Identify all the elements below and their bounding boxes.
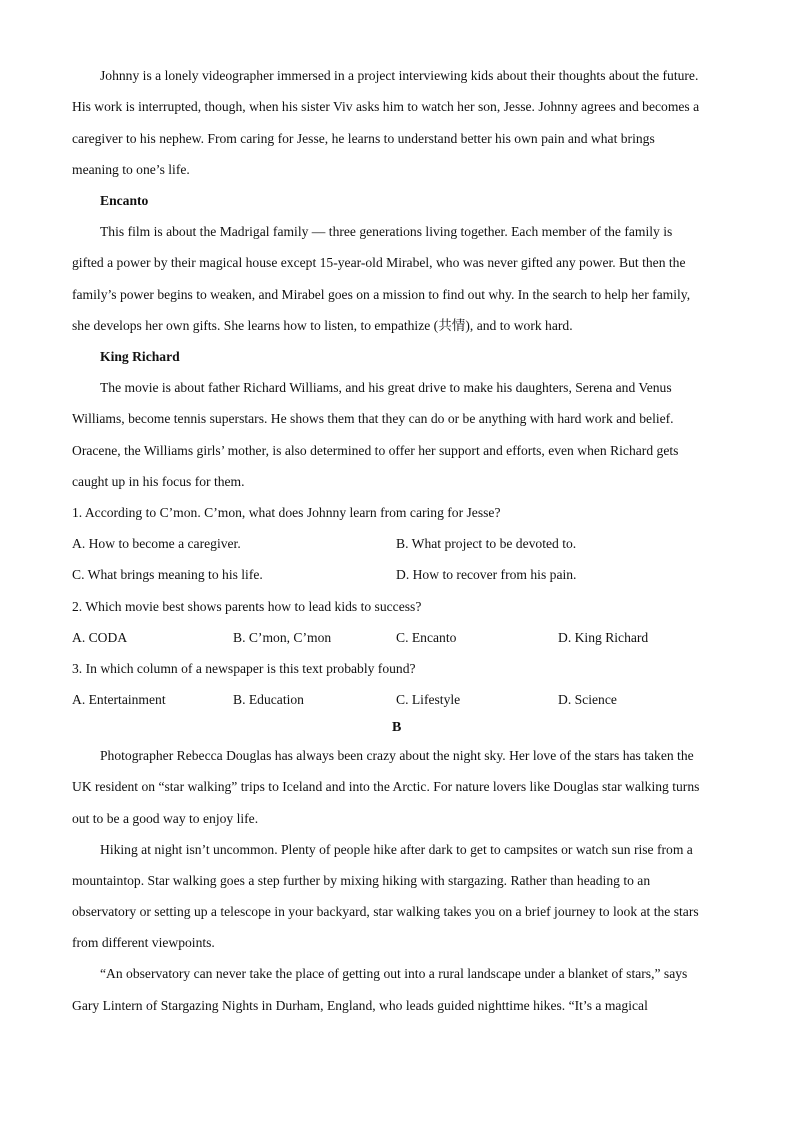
answer-option[interactable]: A. CODA	[72, 630, 128, 645]
paragraph-line: This film is about the Madrigal family — three generations living together. Each member of the family is	[100, 224, 673, 239]
paragraph-line: caught up in his focus for them.	[72, 474, 245, 489]
answer-option[interactable]: A. How to become a caregiver.	[72, 536, 241, 551]
paragraph-line: UK resident on “star walking” trips to Iceland and into the Arctic. For nature lovers like Douglas star walking turns	[72, 779, 700, 794]
answer-option[interactable]: C. Lifestyle	[396, 692, 461, 707]
paragraph-line: meaning to one’s life.	[72, 162, 190, 177]
answer-option[interactable]: D. Science	[558, 692, 617, 707]
paragraph-line: caregiver to his nephew. From caring for Jesse, he learns to understand better his own pain and what brings	[72, 131, 655, 146]
section-heading: B	[392, 720, 402, 735]
answer-option[interactable]: D. King Richard	[558, 630, 649, 645]
paragraph-line: family’s power begins to weaken, and Mirabel goes on a mission to find out why. In the search to help her family,	[72, 287, 691, 302]
question-stem: 2. Which movie best shows parents how to lead kids to success?	[72, 599, 422, 614]
paragraph-line: “An observatory can never take the place of getting out into a rural landscape under a blanket of stars,” says	[100, 966, 688, 981]
paragraph-line: from different viewpoints.	[72, 935, 215, 950]
paragraph-line: The movie is about father Richard Williams, and his great drive to make his daughters, Serena and Venus	[100, 380, 672, 395]
paragraph-line: His work is interrupted, though, when his sister Viv asks him to watch her son, Jesse. Johnny agrees and becomes a	[72, 99, 700, 114]
answer-option[interactable]: A. Entertainment	[72, 692, 166, 707]
movie-title-encanto: Encanto	[100, 193, 149, 208]
paragraph-line: mountaintop. Star walking goes a step further by mixing hiking with stargazing. Rather than heading to an	[72, 873, 651, 888]
paragraph-line: Photographer Rebecca Douglas has always been crazy about the night sky. Her love of the stars has taken the	[100, 748, 694, 763]
paragraph-line: out to be a good way to enjoy life.	[72, 811, 259, 826]
answer-option[interactable]: D. How to recover from his pain.	[396, 567, 577, 582]
answer-option[interactable]: C. What brings meaning to his life.	[72, 567, 263, 582]
movie-title-king-richard: King Richard	[100, 349, 180, 364]
paragraph-line: Gary Lintern of Stargazing Nights in Durham, England, who leads guided nighttime hikes. “It’s a magical	[72, 998, 648, 1013]
paragraph-line: she develops her own gifts. She learns how to listen, to empathize (共情), and to work hard.	[72, 318, 573, 333]
paragraph-line: Oracene, the Williams girls’ mother, is also determined to offer her support and efforts, even when Richard gets	[72, 443, 679, 458]
question-stem: 1. According to C’mon. C’mon, what does Johnny learn from caring for Jesse?	[72, 505, 501, 520]
paragraph-line: gifted a power by their magical house except 15-year-old Mirabel, who was never gifted any power. But then the	[72, 255, 686, 270]
paragraph-line: Williams, become tennis superstars. He shows them that they can do or be anything with hard work and belief.	[72, 411, 674, 426]
answer-option[interactable]: B. Education	[233, 692, 304, 707]
paragraph-line: observatory or setting up a telescope in your backyard, star walking takes you on a brief journey to look at the stars	[72, 904, 699, 919]
question-stem: 3. In which column of a newspaper is this text probably found?	[72, 661, 416, 676]
answer-option[interactable]: B. What project to be devoted to.	[396, 536, 577, 551]
paragraph-line: Johnny is a lonely videographer immersed in a project interviewing kids about their thoughts about the future.	[100, 68, 699, 83]
answer-option[interactable]: C. Encanto	[396, 630, 457, 645]
paragraph-line: Hiking at night isn’t uncommon. Plenty of people hike after dark to get to campsites or watch sun rise from a	[100, 842, 693, 857]
answer-option[interactable]: B. C’mon, C’mon	[233, 630, 332, 645]
